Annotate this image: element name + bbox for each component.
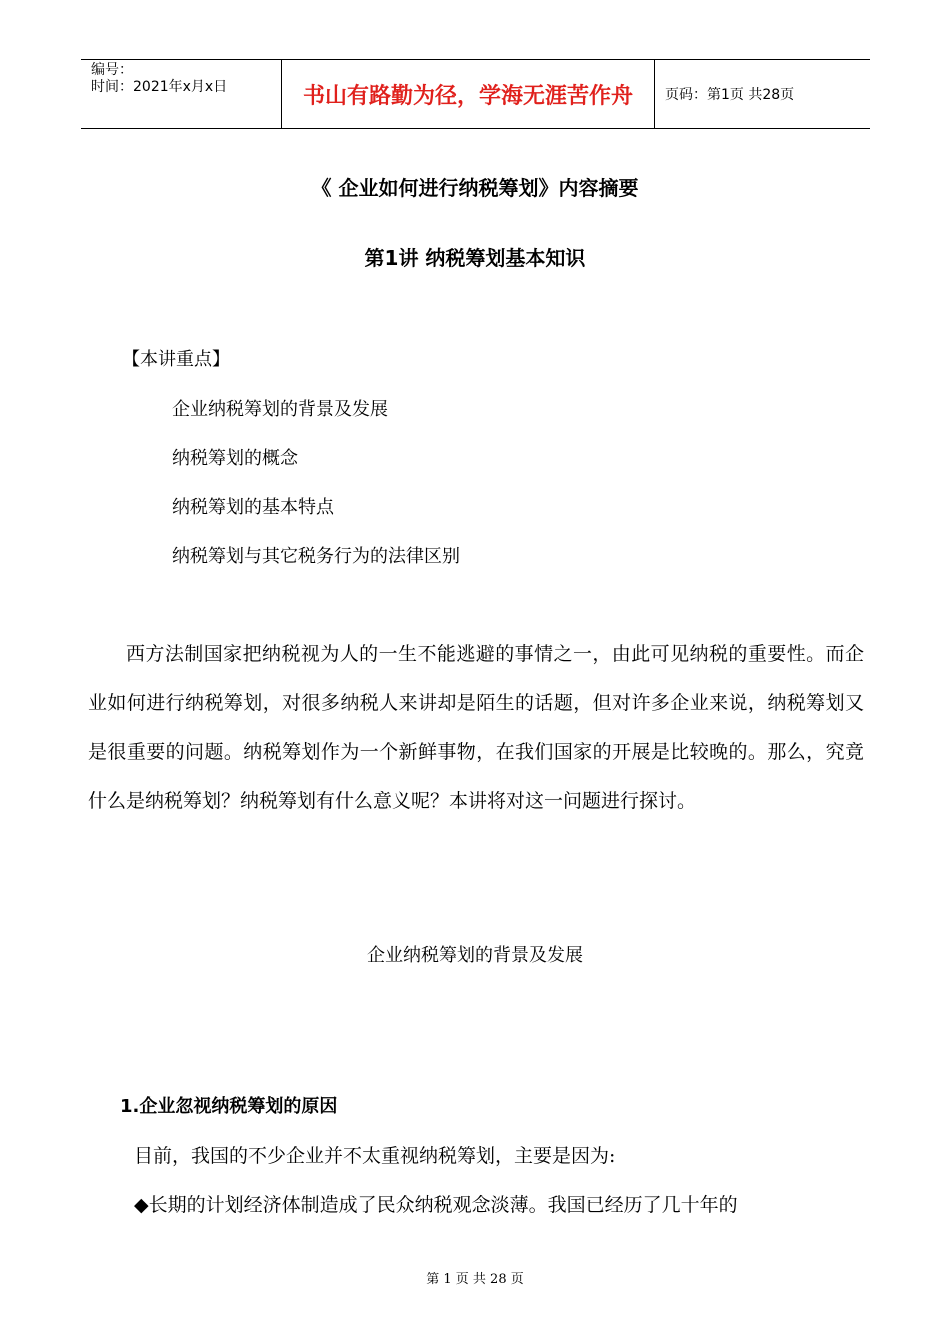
date-label: 时间：2021年x月x日 xyxy=(91,79,228,95)
intro-paragraph: 西方法制国家把纳税视为人的一生不能逃避的事情之一，由此可见纳税的重要性。而企业如何进行纳税筹划，对很多纳税人来讲却是陌生的话题，但对许多企业来说，纳税筹划又是很重要的问题。纳税筹划作为一个新鲜事物，在我们国家的开展是比较晚的。那么，究竟什么是纳税筹划？纳税筹划有什么意义呢？本讲将对这一问题进行探讨。 xyxy=(88,643,864,812)
key-point-item: 纳税筹划的概念 xyxy=(172,448,298,469)
key-point-item: 纳税筹划与其它税务行为的法律区别 xyxy=(172,546,460,567)
lecture-title: 第1讲 纳税筹划基本知识 xyxy=(364,246,586,270)
subsection-intro: 目前，我国的不少企业并不太重视纳税筹划，主要是因为: xyxy=(134,1145,616,1167)
document-title: 《 企业如何进行纳税筹划》内容摘要 xyxy=(311,176,639,200)
header-motto: 书山有路勤为径，学海无涯苦作舟 xyxy=(281,60,655,128)
page-header-table xyxy=(81,59,870,129)
serial-number-label: 编号： xyxy=(91,62,133,78)
header-page-info: 页码：第1页 共28页 xyxy=(665,87,795,103)
header-left-cell xyxy=(81,60,281,128)
key-points-heading: 【本讲重点】 xyxy=(122,349,230,370)
key-point-item: 纳税筹划的基本特点 xyxy=(172,497,334,518)
page-footer: 第 1 页 共 28 页 xyxy=(426,1272,524,1287)
key-point-item: 企业纳税筹划的背景及发展 xyxy=(172,399,388,420)
subsection-heading: 1.企业忽视纳税筹划的原因 xyxy=(120,1096,338,1117)
bullet-paragraph: ◆长期的计划经济体制造成了民众纳税观念淡薄。我国已经历了几十年的 xyxy=(134,1194,738,1216)
section-heading: 企业纳税筹划的背景及发展 xyxy=(367,945,583,966)
